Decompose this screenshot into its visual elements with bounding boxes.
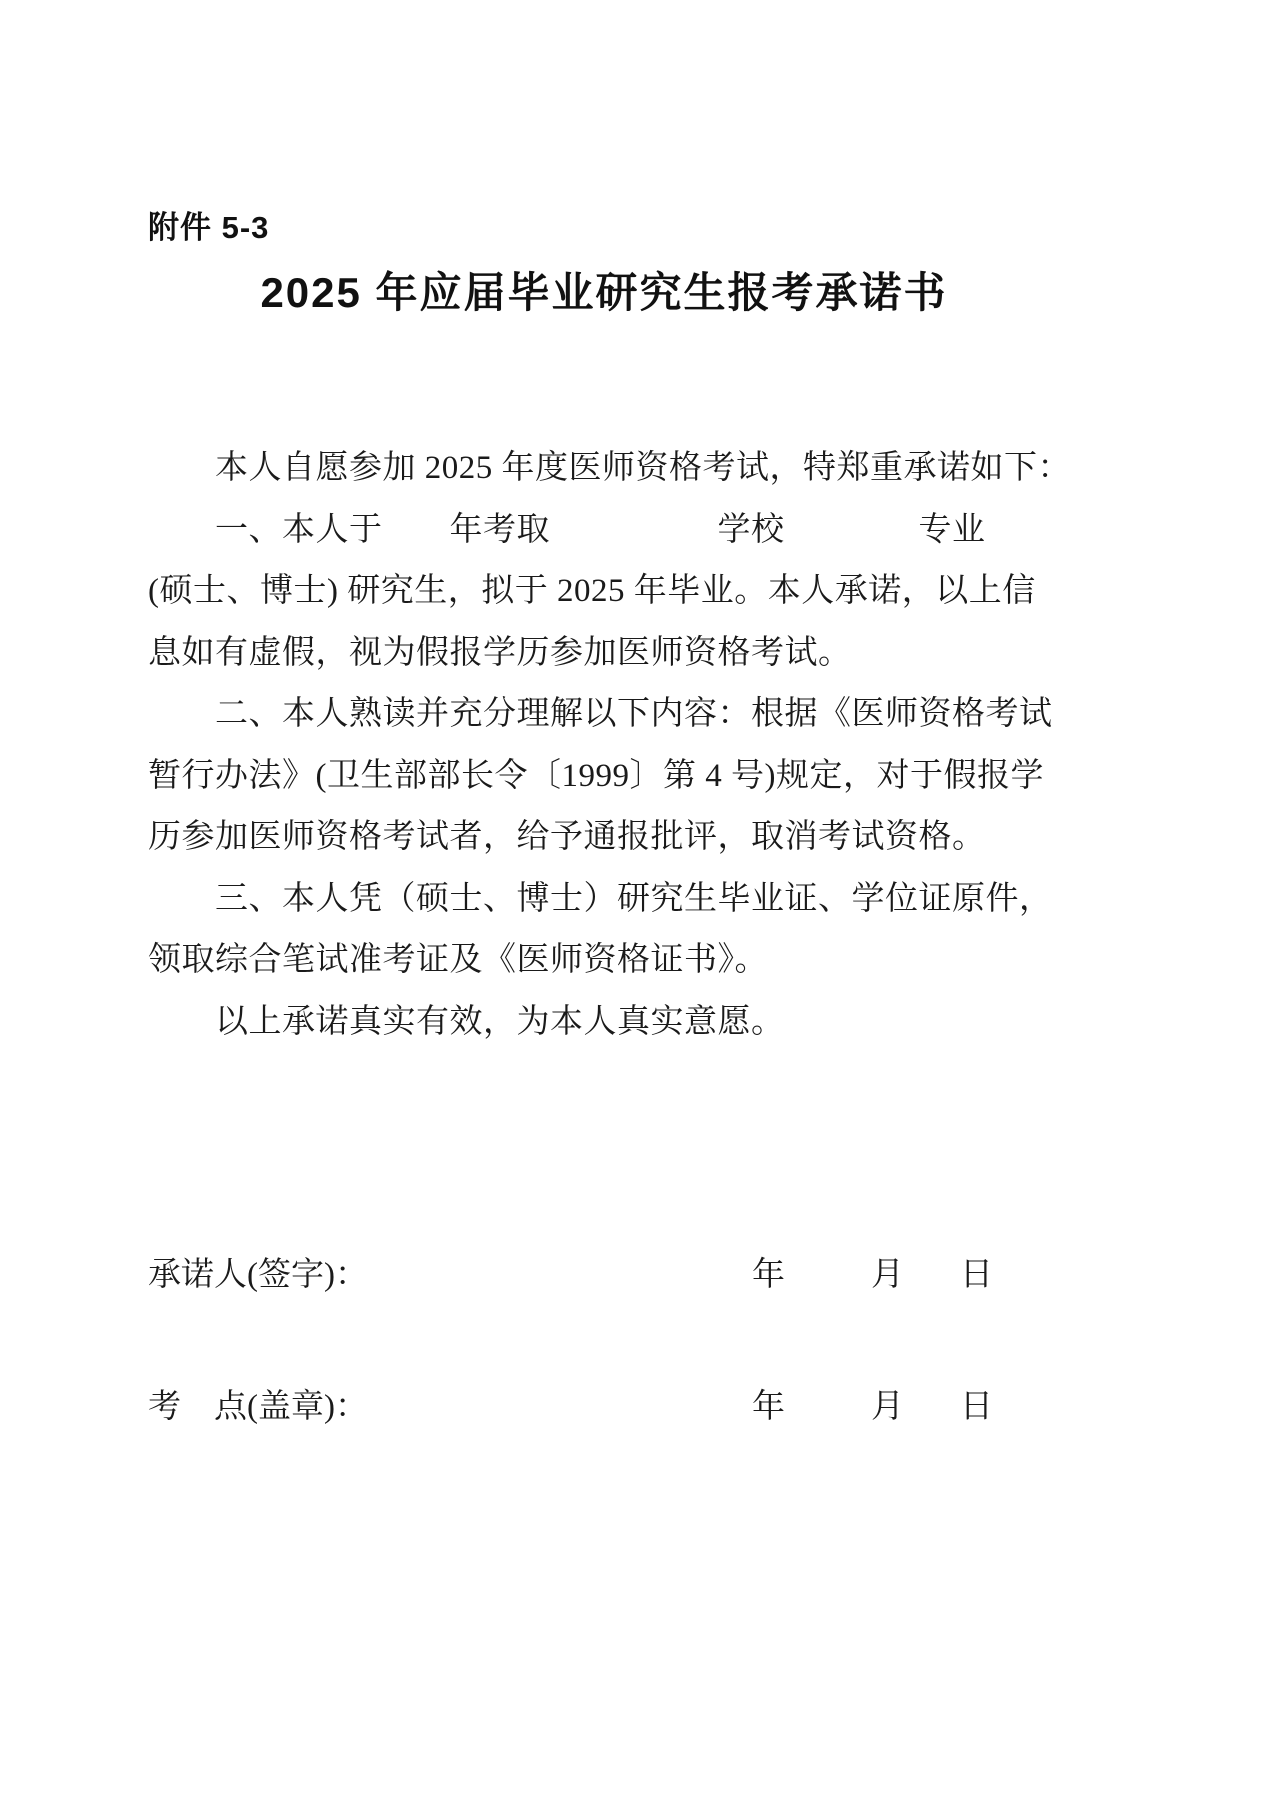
exam-site-seal-row: [148, 1380, 1060, 1428]
body-line-item1-cont2: 息如有虚假，视为假报学历参加医师资格考试。: [148, 634, 852, 671]
body-line-intro: 本人自愿参加 2025 年度医师资格考试，特郑重承诺如下：: [148, 450, 1071, 486]
body-line-item1-cont1: (硕士、博士) 研究生，拟于 2025 年毕业。本人承诺，以上信: [148, 573, 1036, 609]
promisor-signature-label: 承诺人(签字)：: [148, 1257, 368, 1293]
body-line-item2-cont1: 暂行办法》(卫生部部长令〔1999〕第 4 号)规定，对于假报学: [148, 757, 1044, 794]
promisor-signature-row: [148, 1248, 1060, 1296]
document-title: 2025 年应届毕业研究生报考承诺书: [260, 269, 948, 316]
promisor-date-day-label: 日: [960, 1257, 993, 1293]
exam-site-date-day-label: 日: [960, 1389, 993, 1425]
promisor-date-month-label: 月: [871, 1257, 904, 1293]
body-line-item2-cont2: 历参加医师资格考试者，给予通报批评，取消考试资格。: [148, 819, 986, 855]
body-line-item1-blanks: 一、本人于 年考取 学校 专业: [148, 511, 986, 548]
body-line-closing: 以上承诺真实有效，为本人真实意愿。: [148, 1003, 785, 1040]
exam-site-date-year-label: 年: [752, 1389, 785, 1425]
document-body: [148, 438, 1078, 1053]
exam-site-seal-label: 考 点(盖章)：: [148, 1389, 368, 1425]
body-line-item3-start: 三、本人凭（硕士、博士）研究生毕业证、学位证原件，: [148, 880, 1053, 917]
promisor-date-year-label: 年: [752, 1257, 785, 1293]
body-line-item3-cont1: 领取综合笔试准考证及《医师资格证书》。: [148, 942, 768, 978]
attachment-number-label: 附件 5-3: [148, 210, 270, 245]
body-line-item2-start: 二、本人熟读并充分理解以下内容：根据《医师资格考试: [148, 696, 1053, 732]
exam-site-date-month-label: 月: [871, 1389, 904, 1425]
